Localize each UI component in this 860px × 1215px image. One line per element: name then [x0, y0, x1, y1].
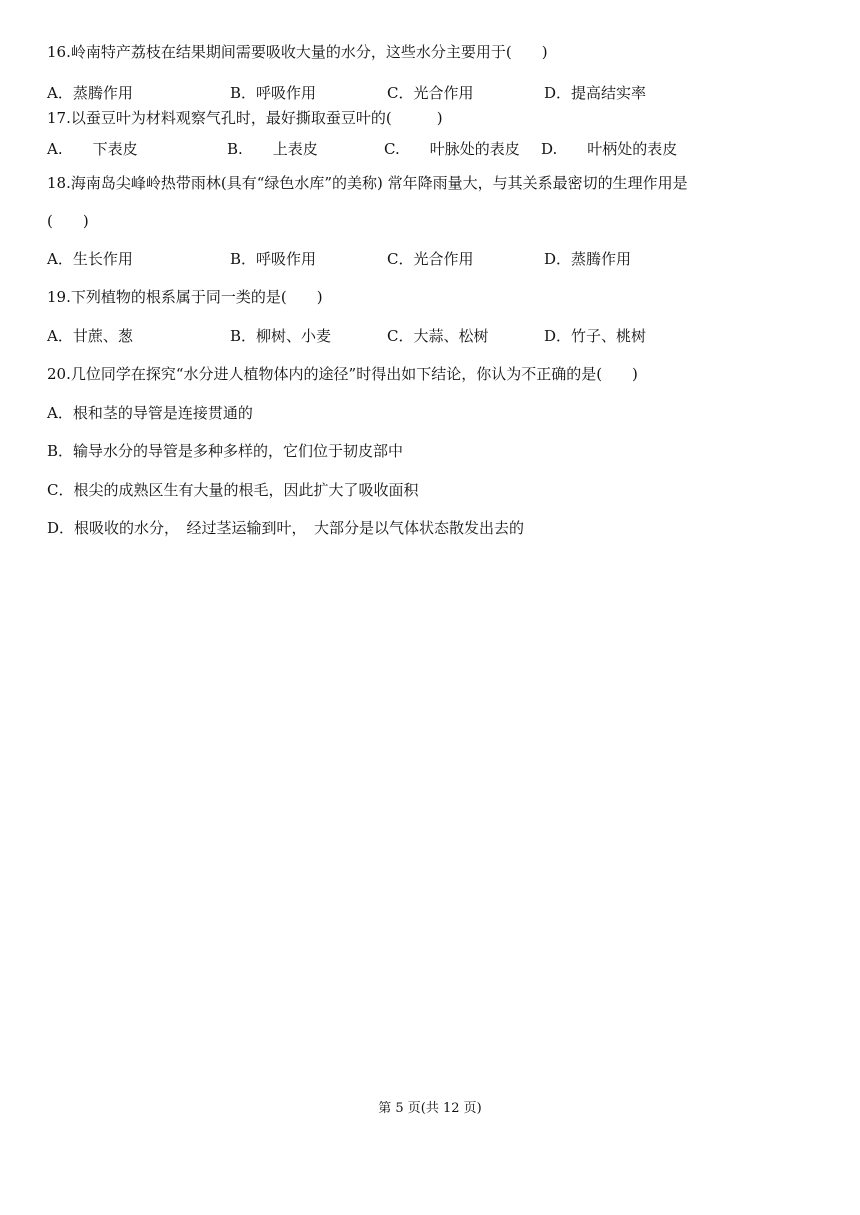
question-16-stem: 16.岭南特产荔枝在结果期间需要吸收大量的水分，这些水分主要用于( ): [47, 43, 548, 61]
question-19-stem: 19.下列植物的根系属于同一类的是( ): [47, 288, 323, 306]
question-20-option-c: C．根尖的成熟区生有大量的根毛，因此扩大了吸收面积: [47, 481, 419, 499]
question-16-option-c: C．光合作用: [387, 84, 474, 102]
question-17-stem: 17.以蚕豆叶为材料观察气孔时，最好撕取蚕豆叶的( ): [47, 109, 443, 127]
question-20-option-d: D．根吸收的水分， 经过茎运输到叶， 大部分是以气体状态散发出去的: [47, 519, 525, 537]
question-19-option-a: A．甘蔗、葱: [47, 327, 133, 345]
question-19-option-c: C．大蒜、松树: [387, 327, 489, 345]
page-number-footer: 第 5 页(共 12 页): [378, 1101, 482, 1116]
question-20-option-b: B．输导水分的导管是多种多样的，它们位于韧皮部中: [47, 442, 404, 460]
question-19-option-d: D．竹子、桃树: [544, 327, 647, 345]
question-17-option-a: A. 下表皮: [47, 140, 138, 158]
question-18-stem-continuation: ( ): [47, 212, 89, 230]
question-18-option-b: B．呼吸作用: [230, 250, 317, 268]
question-18-option-a: A．生长作用: [47, 250, 133, 268]
question-18-option-c: C．光合作用: [387, 250, 474, 268]
question-17-option-c: C. 叶脉处的表皮: [384, 140, 520, 158]
question-18-stem: 18.海南岛尖峰岭热带雨林(具有“绿色水库”的美称) 常年降雨量大，与其关系最密切的生理作用是: [47, 174, 688, 192]
question-20-stem: 20.几位同学在探究“水分进人植物体内的途径”时得出如下结论，你认为不正确的是( ): [47, 365, 638, 383]
question-16-option-b: B．呼吸作用: [230, 84, 317, 102]
question-18-option-d: D．蒸腾作用: [544, 250, 632, 268]
question-16-option-d: D．提高结实率: [544, 84, 647, 102]
question-19-option-b: B．柳树、小麦: [230, 327, 332, 345]
question-17-option-b: B. 上表皮: [227, 140, 318, 158]
question-20-option-a: A．根和茎的导管是连接贯通的: [47, 404, 253, 422]
question-17-option-d: D. 叶柄处的表皮: [541, 140, 678, 158]
question-16-option-a: A．蒸腾作用: [47, 84, 133, 102]
